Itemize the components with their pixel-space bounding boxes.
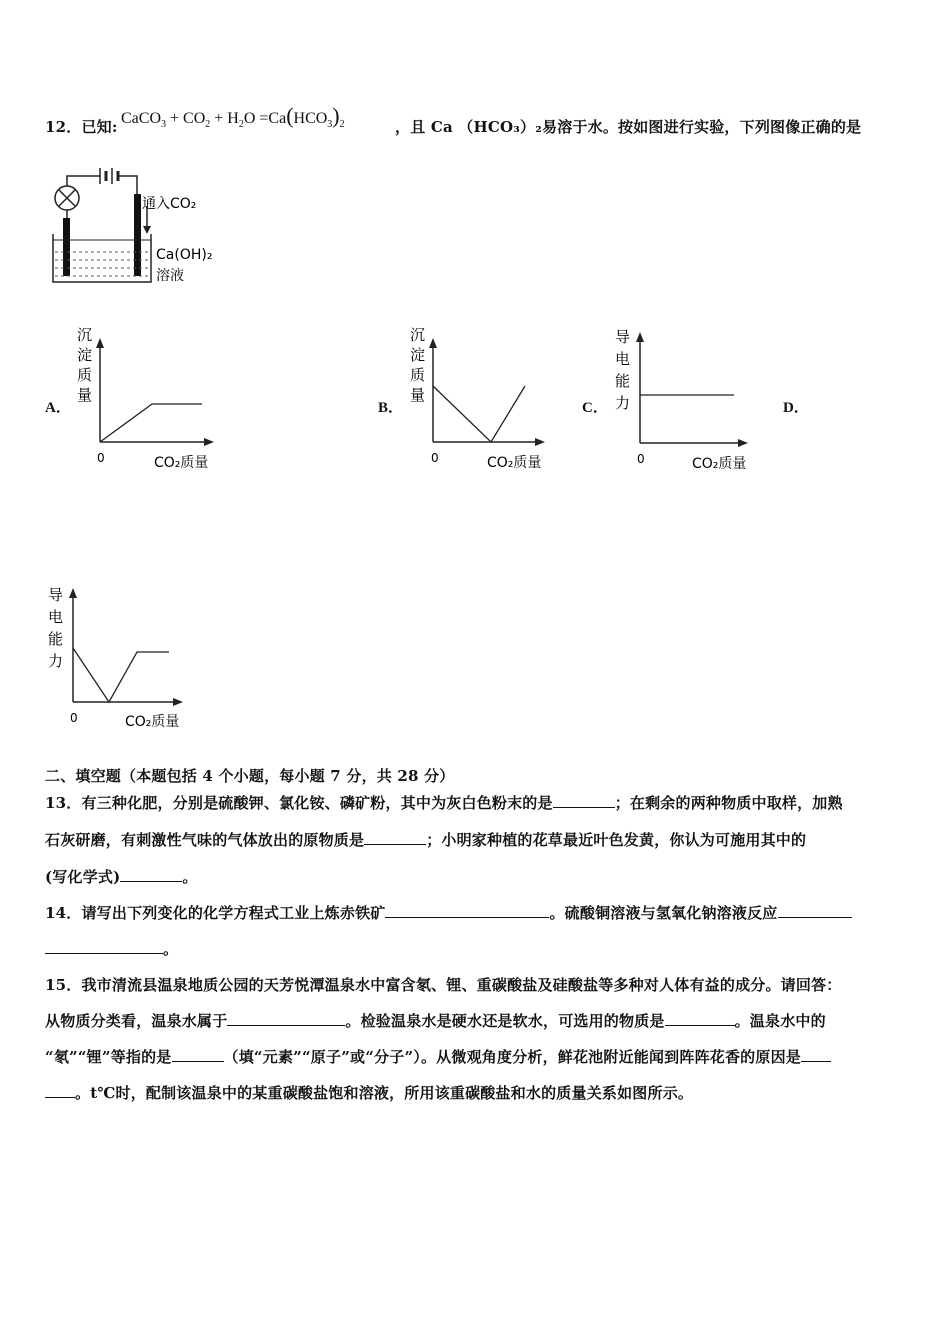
q13-text-1b: ；在剩余的两种物质中取样，加熟 <box>614 794 843 812</box>
q13-text-1a: 13．有三种化肥，分别是硫酸钾、氯化铵、磷矿粉，其中为灰白色粉末的是 <box>45 794 553 812</box>
q12-number: 12．已知: <box>45 118 118 136</box>
ylabel-b-3: 质 <box>410 366 426 384</box>
q12-text <box>45 116 118 137</box>
option-b-letter[interactable]: B． <box>378 400 404 416</box>
curve-d <box>73 648 169 702</box>
ylabel-a-1: 沉 <box>77 326 93 344</box>
eq-sub1: 3 <box>161 119 166 131</box>
eq-sub2: 2 <box>205 119 211 131</box>
ylabel-d-4: 力 <box>48 652 64 670</box>
apparatus-diagram <box>45 158 235 288</box>
ylabel-b-1: 沉 <box>410 326 426 344</box>
graph-b[interactable] <box>405 322 565 477</box>
q13-text-2a: 石灰研磨，有刺激性气味的气体放出的原物质是 <box>45 831 365 849</box>
q12-rest: ，且 Ca （HCO₃）₂易溶于水。按如图进行实验，下列图像正确的是 <box>395 118 862 136</box>
ylabel-d-1: 导 <box>48 586 64 604</box>
ylabel-c-1: 导 <box>615 328 631 346</box>
q14-blank-2[interactable] <box>778 903 852 918</box>
section2-title: 二、填空题（本题包括 4 个小题，每小题 7 分，共 28 分） <box>45 767 455 785</box>
q15-blank-4[interactable] <box>801 1047 831 1062</box>
ylabel-d-2: 电 <box>48 608 64 626</box>
eq-sub5: 3 <box>327 119 333 131</box>
option-c-letter[interactable]: C． <box>582 400 608 416</box>
electrode-right <box>134 194 141 276</box>
origin-c: 0 <box>637 452 645 466</box>
eq-sub3: 2 <box>238 119 244 131</box>
eq-part5: HCO <box>293 110 328 127</box>
q13-blank-3[interactable] <box>120 867 182 882</box>
ylabel-c-3: 能 <box>615 372 631 390</box>
q15-text-2b: 。检验温泉水是硬水还是软水，可选用的物质是 <box>345 1012 665 1030</box>
q14-text-2b: 。 <box>163 940 179 958</box>
q14-text-1a: 14．请写出下列变化的化学方程式工业上炼赤铁矿 <box>45 904 386 922</box>
ylabel-b-4: 量 <box>410 386 426 404</box>
q13-text-2b: ；小明家种植的花草最近叶色发黄，你认为可施用其中的 <box>426 831 807 849</box>
q15-text-3a: “氡”“锂”等指的是 <box>45 1048 172 1066</box>
ylabel-c-4: 力 <box>615 394 631 412</box>
origin-a: 0 <box>97 451 105 465</box>
origin-d: 0 <box>70 711 78 725</box>
q15-blank-1[interactable] <box>227 1011 345 1026</box>
q15-blank-3[interactable] <box>172 1047 224 1062</box>
xlabel-a: CO₂质量 <box>154 455 209 471</box>
origin-b: 0 <box>431 451 439 465</box>
solution-label-2: 溶液 <box>156 268 184 284</box>
q15-text-2a: 从物质分类看，温泉水属于 <box>45 1012 228 1030</box>
q15-line1: 15．我市清流县温泉地质公园的天芳悦潭温泉水中富含氡、锂、重碳酸盐及硅酸盐等多种对人体有益的成分。请回答： <box>45 976 842 994</box>
q14-line1 <box>45 902 852 923</box>
q14-text-1b: 。硫酸铜溶液与氢氧化钠溶液反应 <box>549 904 778 922</box>
curve-b <box>433 386 525 442</box>
eq-part2: + CO <box>166 110 206 127</box>
q12-equation: CaCO$_3$ + $CO_2 + H_2O =Ca(HCO_3)_2$ <box>121 103 345 131</box>
ylabel-d-3: 能 <box>48 630 64 648</box>
q15-text-2c: 。温泉水中的 <box>734 1012 826 1030</box>
q14-line2 <box>45 938 178 959</box>
q15-text-3b: （填“元素”“原子”或“分子”）。从微观角度分析，鲜花池附近能闻到阵阵花香的原因是 <box>223 1048 801 1066</box>
q13-line1 <box>45 792 843 813</box>
eq-part1: CaCO <box>121 110 161 127</box>
ylabel-a-3: 质 <box>77 366 93 384</box>
graph-d[interactable] <box>45 582 215 737</box>
q13-text-3a: (写化学式) <box>45 868 121 886</box>
ylabel-c-2: 电 <box>615 350 631 368</box>
q15-text-4a: 。t℃时，配制该温泉中的某重碳酸盐饱和溶液，所用该重碳酸盐和水的质量关系如图所示。 <box>75 1084 694 1102</box>
ylabel-a-2: 淀 <box>77 346 93 364</box>
eq-part4: O =Ca <box>243 110 287 127</box>
q13-line2 <box>45 829 806 850</box>
q14-blank-2-cont[interactable] <box>45 939 163 954</box>
q13-line3 <box>45 866 198 887</box>
option-d-letter[interactable]: D． <box>783 400 809 416</box>
q15-line2 <box>45 1010 826 1031</box>
q13-text-3b: 。 <box>182 868 198 886</box>
eq-part3: + H <box>210 110 239 127</box>
q14-blank-1[interactable] <box>385 903 549 918</box>
graph-c[interactable] <box>610 322 770 477</box>
electrode-left <box>63 218 70 276</box>
ylabel-b-2: 淀 <box>410 346 426 364</box>
option-a-letter[interactable]: A． <box>45 400 71 416</box>
xlabel-b: CO₂质量 <box>487 455 542 471</box>
gas-label: 通入CO₂ <box>142 196 197 212</box>
xlabel-c: CO₂质量 <box>692 456 747 472</box>
xlabel-d: CO₂质量 <box>125 714 180 730</box>
q15-blank-2[interactable] <box>665 1011 735 1026</box>
solution-label-1: Ca(OH)₂ <box>156 247 213 263</box>
q13-blank-2[interactable] <box>364 830 426 845</box>
q13-blank-1[interactable] <box>553 793 615 808</box>
ylabel-a-4: 量 <box>77 386 93 404</box>
graph-a[interactable] <box>70 322 230 477</box>
curve-a <box>100 404 202 442</box>
q15-line4 <box>45 1082 693 1103</box>
q15-line3 <box>45 1046 831 1067</box>
q15-blank-4-cont[interactable] <box>45 1083 75 1098</box>
eq-sub6: 2 <box>339 119 345 131</box>
